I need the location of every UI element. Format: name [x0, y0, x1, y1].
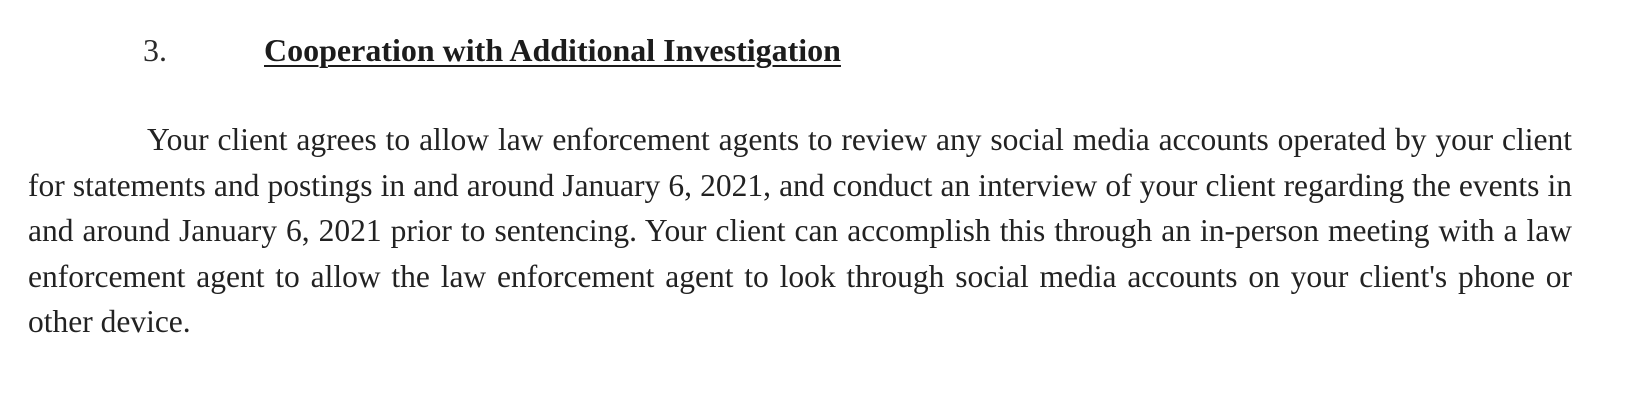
- section-paragraph: Your client agrees to allow law enforcement agents to review any social media accounts operated by your client for statements and postings in and around January 6, 2021, and conduct an interview of your client regarding the events in and around January 6, 2021 prior to sentencing. Your client can accomplish this through an in-person meeting with a law enforcement agent to allow the law enforcement agent to look through social media accounts on your client's phone or other device.: [28, 122, 1572, 339]
- section-heading: [0, 28, 1640, 72]
- section-title: Cooperation with Additional Investigation: [264, 32, 841, 68]
- section-number: 3.: [143, 32, 167, 68]
